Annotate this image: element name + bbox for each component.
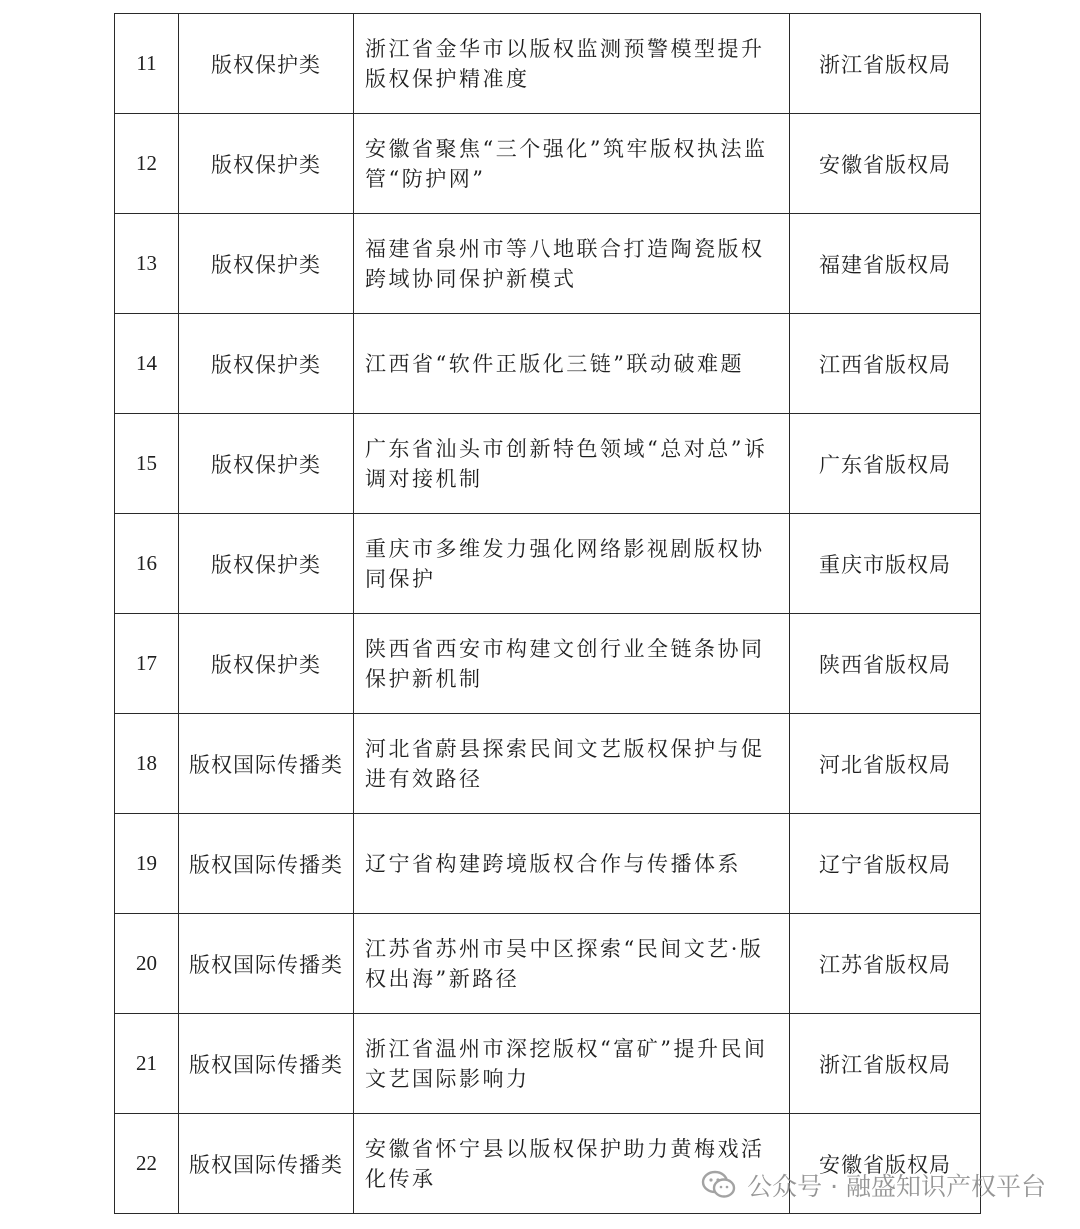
row-organization: 重庆市版权局 (790, 514, 981, 614)
row-organization: 江苏省版权局 (790, 914, 981, 1014)
table-row (115, 414, 981, 514)
table-row (115, 114, 981, 214)
row-organization: 福建省版权局 (790, 214, 981, 314)
row-category: 版权国际传播类 (179, 714, 354, 814)
row-category: 版权保护类 (179, 514, 354, 614)
row-organization: 陕西省版权局 (790, 614, 981, 714)
row-title: 福建省泉州市等八地联合打造陶瓷版权跨域协同保护新模式 (354, 214, 790, 314)
row-number: 18 (115, 714, 179, 814)
row-title: 辽宁省构建跨境版权合作与传播体系 (354, 814, 790, 914)
table-row (115, 514, 981, 614)
row-category: 版权保护类 (179, 314, 354, 414)
row-title: 安徽省怀宁县以版权保护助力黄梅戏活化传承 (354, 1114, 790, 1214)
table-row (115, 914, 981, 1014)
case-table (114, 13, 981, 1214)
row-organization: 江西省版权局 (790, 314, 981, 414)
wechat-icon (701, 1170, 737, 1200)
row-title: 广东省汕头市创新特色领域“总对总”诉调对接机制 (354, 414, 790, 514)
table-row (115, 1014, 981, 1114)
row-number: 17 (115, 614, 179, 714)
row-number: 20 (115, 914, 179, 1014)
row-title: 重庆市多维发力强化网络影视剧版权协同保护 (354, 514, 790, 614)
row-number: 21 (115, 1014, 179, 1114)
table-row (115, 14, 981, 114)
row-title: 浙江省金华市以版权监测预警模型提升版权保护精准度 (354, 14, 790, 114)
watermark-text: 公众号 · 融盛知识产权平台 (747, 1172, 1046, 1201)
row-organization: 浙江省版权局 (790, 1014, 981, 1114)
row-organization: 广东省版权局 (790, 414, 981, 514)
row-title: 浙江省温州市深挖版权“富矿”提升民间文艺国际影响力 (354, 1014, 790, 1114)
row-category: 版权保护类 (179, 614, 354, 714)
row-number: 22 (115, 1114, 179, 1214)
row-number: 16 (115, 514, 179, 614)
table-row (115, 314, 981, 414)
row-category: 版权国际传播类 (179, 914, 354, 1014)
row-organization: 安徽省版权局 (790, 1114, 981, 1214)
row-number: 14 (115, 314, 179, 414)
row-number: 11 (115, 14, 179, 114)
row-number: 15 (115, 414, 179, 514)
table-row (115, 614, 981, 714)
row-organization: 河北省版权局 (790, 714, 981, 814)
row-title: 江西省“软件正版化三链”联动破难题 (354, 314, 790, 414)
row-title: 江苏省苏州市吴中区探索“民间文艺·版权出海”新路径 (354, 914, 790, 1014)
row-category: 版权保护类 (179, 114, 354, 214)
row-organization: 浙江省版权局 (790, 14, 981, 114)
table-row (115, 714, 981, 814)
row-title: 安徽省聚焦“三个强化”筑牢版权执法监管“防护网” (354, 114, 790, 214)
row-category: 版权国际传播类 (179, 1114, 354, 1214)
row-category: 版权国际传播类 (179, 1014, 354, 1114)
table-row (115, 814, 981, 914)
row-category: 版权保护类 (179, 14, 354, 114)
row-category: 版权保护类 (179, 214, 354, 314)
row-organization: 安徽省版权局 (790, 114, 981, 214)
row-title: 陕西省西安市构建文创行业全链条协同保护新机制 (354, 614, 790, 714)
row-number: 19 (115, 814, 179, 914)
row-organization: 辽宁省版权局 (790, 814, 981, 914)
case-table-body (115, 14, 981, 1214)
row-category: 版权保护类 (179, 414, 354, 514)
table-row (115, 214, 981, 314)
row-number: 13 (115, 214, 179, 314)
row-number: 12 (115, 114, 179, 214)
row-title: 河北省蔚县探索民间文艺版权保护与促进有效路径 (354, 714, 790, 814)
row-category: 版权国际传播类 (179, 814, 354, 914)
wechat-watermark (701, 1167, 1046, 1203)
